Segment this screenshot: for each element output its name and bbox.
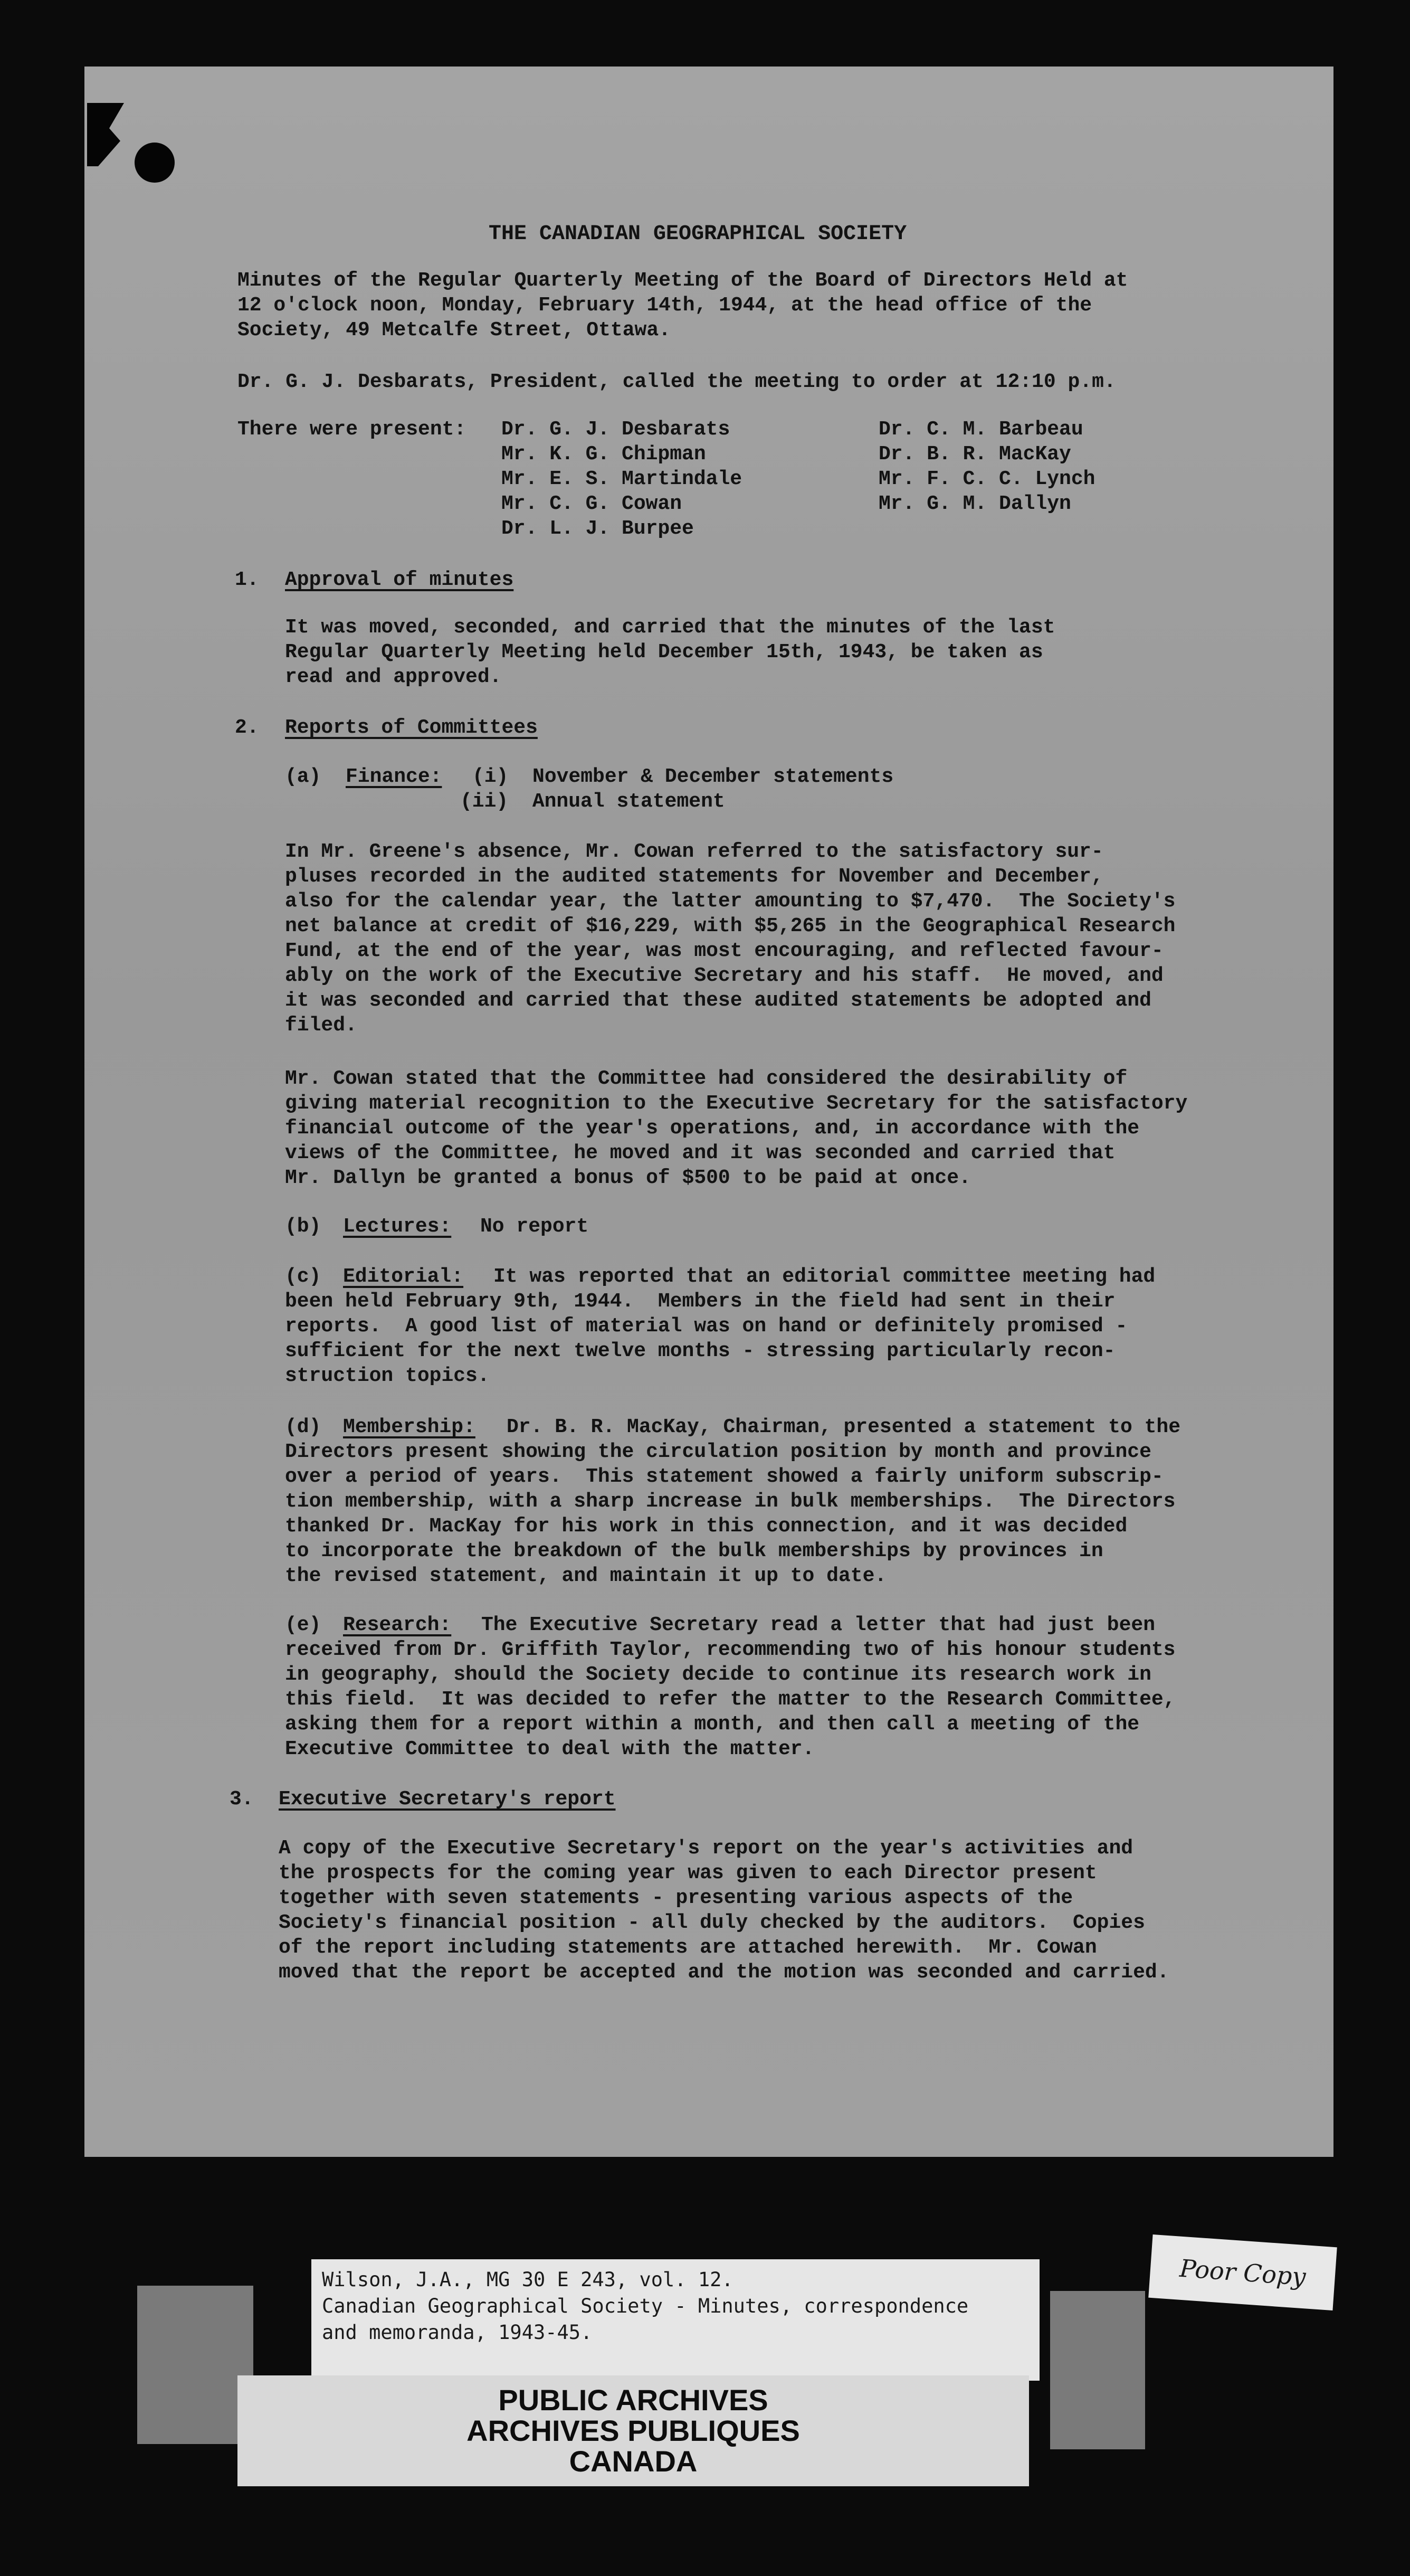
section-heading-approval: Approval of minutes (285, 569, 514, 591)
tape-right (1050, 2291, 1145, 2449)
membership-letter: (d) (285, 1416, 321, 1438)
lectures-text: No report (480, 1215, 589, 1238)
finance-item: (i) November & December statements (472, 765, 894, 788)
executive-report-paragraph: A copy of the Executive Secretary's report on the year's activities and the prospects for the coming year was given to each Director present together with seven statements - presenting various aspects of the Society's financial position - all duly checked by the auditors. Copies of the report including statements are attached herewith. Mr. Cowan moved that the report be accepted and the motion was seconded and carried. (279, 1837, 1169, 1984)
attendee: Mr. G. M. Dallyn (879, 493, 1071, 515)
membership-text: Dr. B. R. MacKay, Chairman, presented a statement to the (507, 1416, 1181, 1438)
tape-left (137, 2286, 253, 2444)
research-paragraph: received from Dr. Griffith Taylor, recommending two of his honour students in geography, should the Society decide to continue its research work in this field. It was decided to refer the matter to the Research Committee, asking them for a report within a month, and then call a meeting of the Executive Committee to deal with the matter. (285, 1639, 1176, 1760)
section-number: 2. (235, 716, 259, 739)
editorial-paragraph: been held February 9th, 1944. Members in the field had sent in their reports. A good list of material was on hand or definitely promised - sufficient for the next twelve months - stressing particularly recon- struction topics. (285, 1290, 1128, 1387)
punch-hole (135, 143, 175, 183)
approval-paragraph: It was moved, seconded, and carried that the minutes of the last Regular Quarterly Meeting held December 15th, 1943, be taken as read and approved. (285, 616, 1055, 688)
editorial-letter: (c) (285, 1265, 321, 1288)
reference-line: Wilson, J.A., MG 30 E 243, vol. 12. (322, 2268, 733, 2291)
attendee: Mr. C. G. Cowan (501, 493, 682, 515)
research-text: The Executive Secretary read a letter that had just been (481, 1614, 1156, 1636)
reference-line: Canadian Geographical Society - Minutes, correspondence (322, 2295, 969, 2317)
present-label: There were present: (237, 418, 466, 441)
poor-copy-note: Poor Copy (1148, 2234, 1337, 2310)
finance-paragraph: In Mr. Greene's absence, Mr. Cowan referred to the satisfactory sur- pluses recorded in the audited statements for November and December, also for the calendar year, the latter amounting to $7,470. The Society's net balance at credit of $16,229, with $5,265 in the Geographical Research Fund, at the end of the year, was most encouraging, and reflected favour- ably on the work of the Executive Secretary and his staff. He moved, and it was seconded and carried that these audited statements be adopted and filed. (285, 840, 1176, 1037)
section-heading-reports: Reports of Committees (285, 716, 538, 739)
section-number: 1. (235, 569, 259, 591)
editorial-text: It was reported that an editorial committee meeting had (493, 1265, 1156, 1288)
finance-label: Finance: (346, 765, 442, 788)
document-title: THE CANADIAN GEOGRAPHICAL SOCIETY (489, 222, 907, 246)
finance-bonus-paragraph: Mr. Cowan stated that the Committee had considered the desirability of giving material recognition to the Executive Secretary for the satisfactory financial outcome of the year's operations, and, in accordance with the views of the Committee, he moved and it was seconded and carried that Mr. Dallyn be granted a bonus of $500 to be paid at once. (285, 1067, 1188, 1189)
attendees-left (501, 417, 742, 541)
research-label: Research: (343, 1614, 452, 1636)
finance-letter: (a) (285, 765, 321, 788)
attendee: Mr. K. G. Chipman (501, 443, 706, 466)
lectures-letter: (b) (285, 1215, 321, 1238)
attendees-right (879, 417, 1095, 516)
attendee: Mr. F. C. C. Lynch (879, 468, 1095, 490)
archive-reference-card (311, 2259, 1040, 2381)
finance-item: (ii) Annual statement (460, 790, 725, 813)
call-to-order: Dr. G. J. Desbarats, President, called the meeting to order at 12:10 p.m. (237, 371, 1116, 393)
membership-label: Membership: (343, 1416, 475, 1438)
membership-paragraph: Directors present showing the circulation position by month and province over a period of years. This statement showed a fairly uniform subscrip- tion membership, with a sharp increase in bulk memberships. The Directors thanked Dr. MacKay for his work in this connection, and it was decided to incorporate the breakdown of the bulk memberships by provinces in the revised statement, and maintain it up to date. (285, 1441, 1176, 1587)
attendee: Dr. L. J. Burpee (501, 517, 694, 540)
research-letter: (e) (285, 1614, 321, 1636)
archives-stamp (237, 2375, 1029, 2486)
lectures-label: Lectures: (343, 1215, 452, 1238)
stamp-line: CANADA (569, 2445, 698, 2478)
attendee: Dr. C. M. Barbeau (879, 418, 1083, 441)
editorial-label: Editorial: (343, 1265, 464, 1288)
section-number: 3. (230, 1788, 254, 1811)
stamp-line: ARCHIVES PUBLIQUES (466, 2414, 800, 2447)
attendee: Dr. G. J. Desbarats (501, 418, 730, 441)
attendee: Dr. B. R. MacKay (879, 443, 1071, 466)
intro-paragraph: Minutes of the Regular Quarterly Meeting of the Board of Directors Held at 12 o'clock noon, Monday, February 14th, 1944, at the head office of the Society, 49 Metcalfe Street, Ottawa. (237, 269, 1128, 342)
section-heading-executive-report: Executive Secretary's report (279, 1788, 616, 1811)
reference-line: and memoranda, 1943-45. (322, 2321, 593, 2344)
attendee: Mr. E. S. Martindale (501, 468, 742, 490)
stamp-line: PUBLIC ARCHIVES (498, 2383, 768, 2417)
